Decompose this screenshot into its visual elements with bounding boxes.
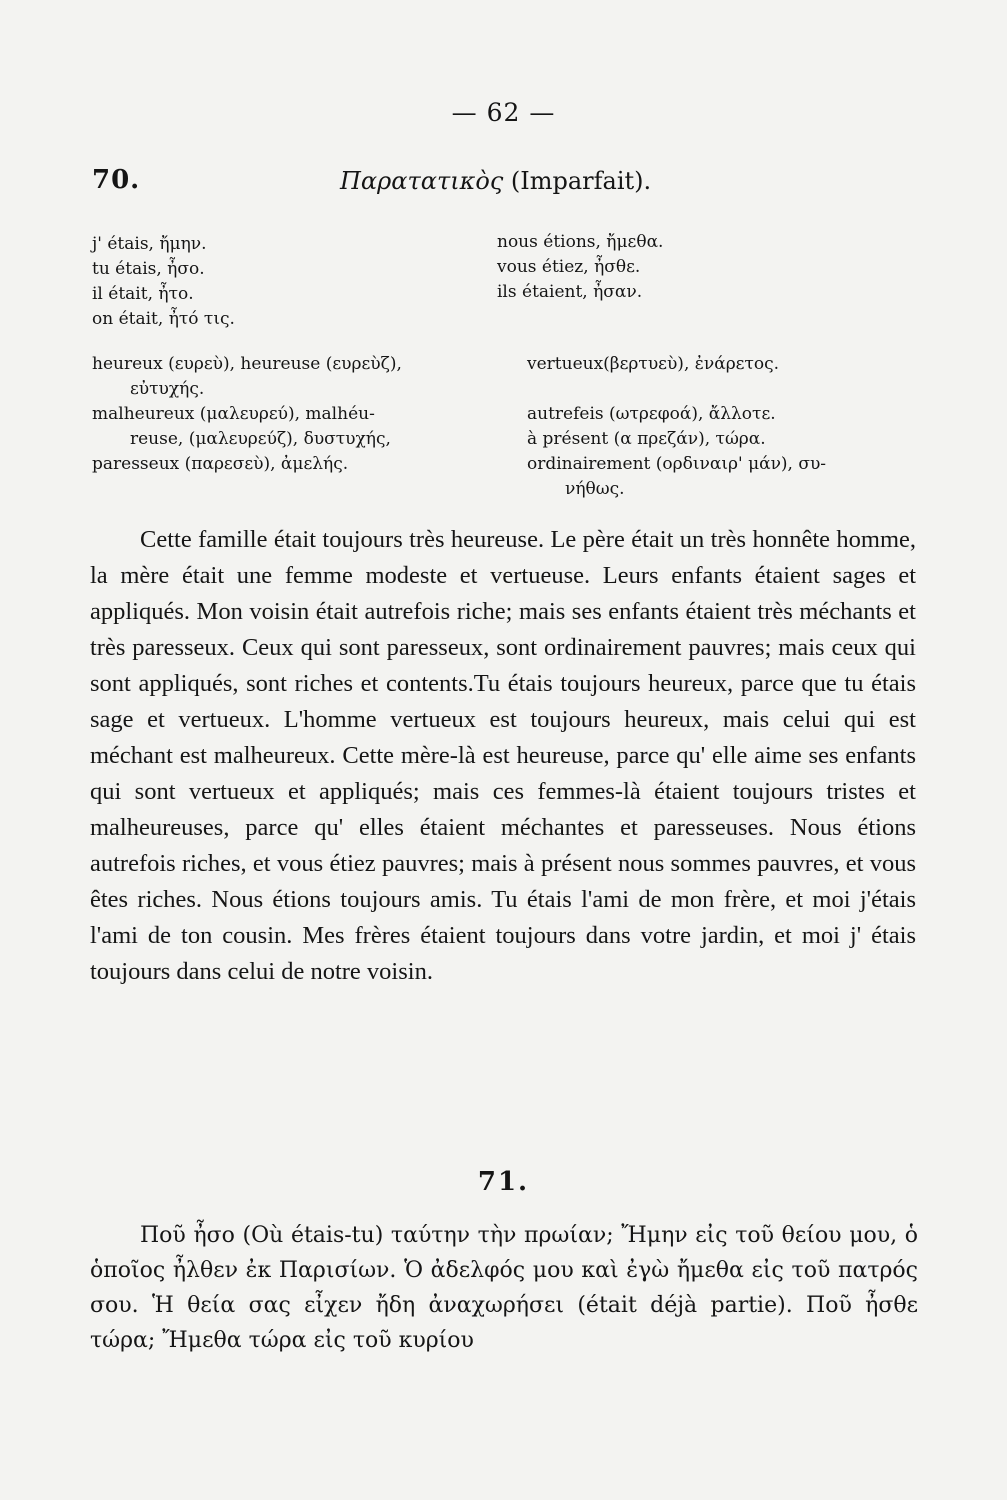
section-title-french: (Imparfait). xyxy=(510,167,652,195)
vocabulary-line: autrefeis (ωτρεφοά), ἄλλοτε. xyxy=(527,404,776,424)
section-header xyxy=(0,165,1007,201)
section-number-71: 71. xyxy=(477,1167,530,1197)
conjugation-line: nous étions, ἤμεθα. xyxy=(497,232,664,252)
exercise-paragraph: Cette famille était toujours très heureuse. Le père était un très honnête homme, la mère était une femme modeste et vertueuse. Leurs enfants étaient sages et appliqués. Mon voisin était autrefois riche; mais ses enfants étaient très méchants et très paresseux. Ceux qui sont paresseux, sont ordinairement pauvres; mais ceux qui sont appliqués, sont riches et contents.Tu étais toujours heureux, parce que tu étais sage et vertueux. L'homme vertueux est toujours heureux, mais celui qui est méchant est malheureux. Cette mère-là est heureuse, parce qu' elle aime ses enfants qui sont vertueux et appliqués; mais ces femmes-là étaient toujours tristes et malheureuses, parce qu' elles étaient méchantes et paresseuses. Nous étions autrefois riches, et vous étiez pauvres; mais à présent nous sommes pauvres, et vous êtes riches. Nous étions toujours amis. Tu étais l'ami de mon frère, et moi j'étais l'ami de ton cousin. Mes frères étaient toujours dans votre jardin, et moi j' étais toujours dans celui de notre voisin. xyxy=(90,526,916,985)
conjugation-line: vous étiez, ἦσθε. xyxy=(497,257,641,277)
conjugation-line: il était, ἦτο. xyxy=(92,284,194,304)
vocabulary-line: malheureux (μαλευρεύ), malhéu- xyxy=(92,404,375,424)
vocabulary-left xyxy=(92,352,512,477)
vocabulary-line: à présent (α πρεζάν), τώρα. xyxy=(527,429,766,449)
vocabulary-line: paresseux (παρεσεὺ), ἀμελής. xyxy=(92,454,349,474)
vocabulary-line: reuse, (μαλευρεύζ), δυστυχής, xyxy=(130,429,391,449)
conjugation-line: ils étaient, ἦσαν. xyxy=(497,282,643,302)
vocabulary-right xyxy=(527,352,927,502)
conjugation-line: on était, ἦτό τις. xyxy=(92,309,235,329)
conjugation-plural xyxy=(497,230,663,305)
vocabulary-line: ordinairement (ορδιναιρ' μάν), συ- xyxy=(527,454,827,474)
section-title xyxy=(340,167,651,195)
conjugation-line: tu étais, ἦσο. xyxy=(92,259,205,279)
section-number: 70. xyxy=(92,165,141,195)
conjugation-line: j' étais, ἤμην. xyxy=(92,234,207,254)
conjugation-singular xyxy=(92,232,235,332)
section-title-greek: Παρατατικὸς xyxy=(340,167,504,195)
vocabulary-line: heureux (ευρεὺ), heureuse (ευρεὺζ), xyxy=(92,354,402,374)
vocabulary-line: vertueux(βερτυεὺ), ἐνάρετος. xyxy=(527,354,780,374)
vocabulary-line: εὐτυχής. xyxy=(130,379,205,399)
greek-exercise-paragraph: Ποῦ ἦσο (Où étais-tu) ταύτην τὴν πρωίαν; Ἤμην εἰς τοῦ θείου μου, ὁ ὁποῖος ἦλθεν ἐκ Παρισίων. Ὁ ἀδελφός μου καὶ ἐγὼ ἤμεθα εἰς τοῦ πατρός σου. Ἡ θεία σας εἶχεν ἤδη ἀναχωρήσει (était déjà partie). Ποῦ ἦσθε τώρα; Ἤμεθα τώρα εἰς τοῦ κυρίου xyxy=(90,1223,918,1353)
page-number: — 62 — xyxy=(451,98,556,127)
vocabulary-line: νήθως. xyxy=(565,479,625,499)
